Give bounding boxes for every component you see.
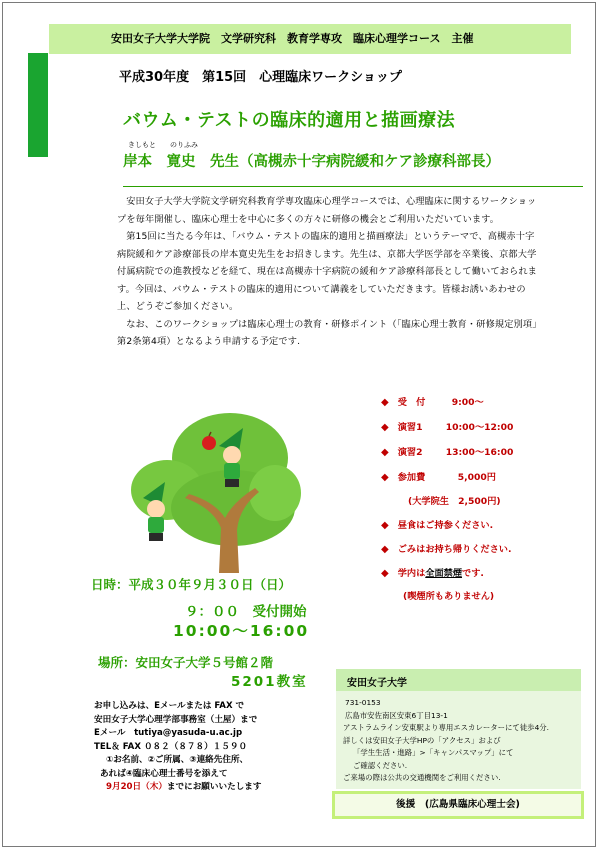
university-name: 安田女子大学 [336,669,581,691]
tree-illustration [115,398,315,573]
apply-line-6: あれば④臨床心理士番号を添えて [100,768,228,779]
university-access-3: 「学生生活・進路」>「キャンパスマップ」にて [353,748,514,757]
schedule-reception: ◆ 受 付 9:00〜 [381,397,484,408]
diamond-bullet-icon: ◆ [381,568,389,579]
event-date: 日時：平成３０年９月３０日（日） [91,577,292,592]
note-lunch: ◆ 昼食はご持参ください. [381,520,494,531]
note-smoking-detail: (喫煙所もありません) [403,591,495,602]
apply-line-1: お申し込みは、Eメールまたは FAX で [94,701,245,711]
university-access-2: 詳しくは安田女子大学HPの「アクセス」および [343,735,501,745]
page-title: バウム・テストの臨床的適用と描画療法 [123,110,456,131]
schedule-fee: ◆ 参加費 5,000円 [381,472,496,483]
diamond-bullet-icon: ◆ [381,447,389,458]
apply-line-2: 安田女子大学心理学部事務室（土屋）まで [94,714,258,725]
event-time-range: 10:00〜16:00 [173,622,310,640]
apply-phone: TEL＆ FAX ０８２（８７８）１５９０ [94,741,248,752]
intro-paragraph-3: なお、このワークショップは臨床心理士の教育・研修ポイント（「臨床心理士教育・研修規定別項」第2条第4項）となるよう申請する予定です. [117,318,542,347]
apply-deadline: 9月20日（木）までにお願いいたします [106,782,262,792]
event-room: 5201教室 [231,674,308,690]
intro-paragraph-2: 第15回に当たる今年は、「バウム・テストの臨床的適用と描画療法」というテーマで、高槻赤十字病院緩和ケア診療部長の岸本寛史先生をお招きします。先生は、京都大学医学部を卒業後、京都大学付属病院での進教授などを経て、現在は高槻赤十字病院の緩和ケア診療科部長として働いておられます。今回は、バウム・テストの臨床的適用について講義をしていただきます。皆様お誘いあわせの上、どうぞご参加ください。 [117,231,538,312]
university-details [343,697,579,785]
speaker-ruby-given: のりふみ [170,141,198,149]
diamond-bullet-icon: ◆ [381,544,389,555]
event-place: 場所：安田女子大学５号館２階 [98,655,274,670]
university-access-5: ご来場の際は公共の交通機関をご利用ください. [343,773,501,782]
schedule-session-1: ◆ 演習1 10:00〜12:00 [381,422,514,433]
diamond-bullet-icon: ◆ [381,472,389,483]
schedule-fee-student: (大学院生 2,500円) [408,496,501,507]
intro-text [117,193,543,351]
diamond-bullet-icon: ◆ [381,422,389,433]
note-trash: ◆ ごみはお持ち帰りください. [381,544,512,555]
organizer-text: 安田女子大学大学院 文学研究科 教育学専攻 臨床心理学コース 主催 [111,32,474,45]
application-info [94,700,334,795]
schedule-session-2: ◆ 演習2 13:00〜16:00 [381,447,514,458]
speaker-name: 岸本 寛史 先生（高槻赤十字病院緩和ケア診療科部長） [123,154,500,170]
workshop-subtitle: 平成30年度 第15回 心理臨床ワークショップ [119,70,402,85]
title-divider [123,186,583,187]
speaker-ruby-family: きしもと [128,141,156,149]
intro-paragraph-1: 安田女子大学大学院文学研究科教育学専攻臨床心理学コースでは、心理臨床に関するワークショップを毎年開催し、臨床心理士を中心に多くの方々に研修の機会とご利用いただいています。 [117,196,537,225]
university-access-1: アストラムライン安東駅より専用エスカレーターにて徒歩4分. [343,723,550,732]
university-address: 広島市安佐南区安東6丁目13-1 [345,710,448,720]
apply-email[interactable]: Eメール tutiya@yasuda-u.ac.jp [94,728,243,738]
diamond-bullet-icon: ◆ [381,397,389,408]
left-accent-bar [28,53,48,157]
event-reception-time: ９：００ 受付開始 [185,604,307,620]
university-zip: 731-0153 [345,698,381,707]
university-access-4: ご確認ください. [353,760,408,770]
flyer-page [2,2,596,847]
apply-line-5: ①お名前、②ご所属、③連絡先住所、 [106,755,249,765]
organizer-banner [49,24,571,54]
note-smoking: ◆ 学内は全面禁煙です. [381,568,484,579]
support-badge: 後援 (広島県臨床心理士会) [332,791,584,819]
diamond-bullet-icon: ◆ [381,520,389,531]
